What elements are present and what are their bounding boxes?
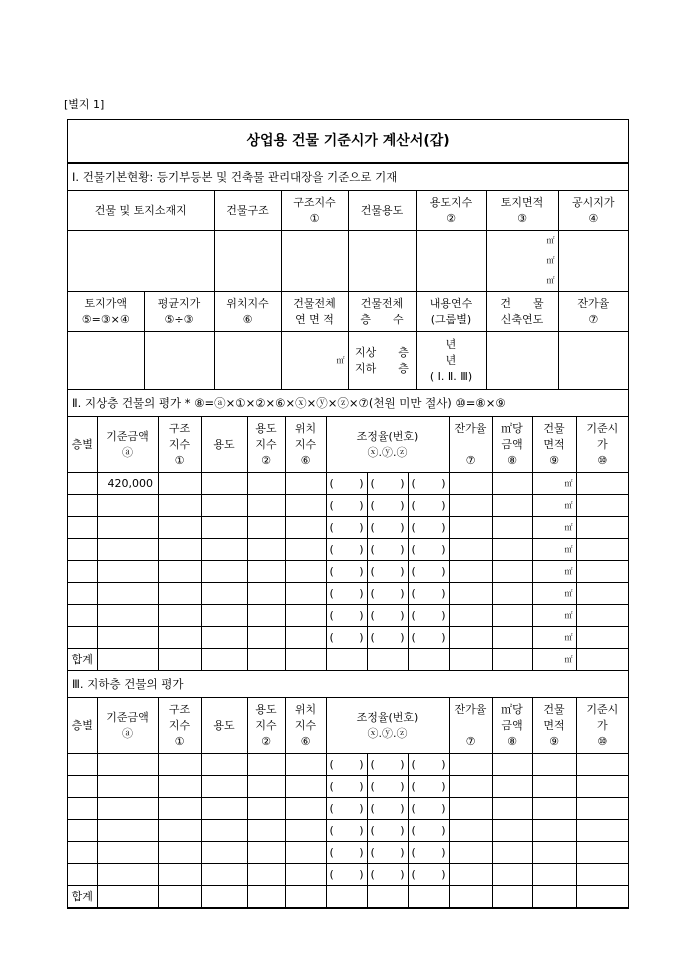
adjust-rate-cell[interactable]: ( ) xyxy=(408,754,449,776)
table-cell[interactable] xyxy=(247,495,285,517)
table-cell[interactable] xyxy=(201,495,247,517)
adjust-rate-cell[interactable]: ( ) xyxy=(408,776,449,798)
table-cell[interactable] xyxy=(158,820,201,842)
table-row xyxy=(68,776,628,798)
table-cell[interactable] xyxy=(285,561,326,583)
table-cell[interactable] xyxy=(449,886,492,908)
form xyxy=(67,119,629,909)
adjust-rate-cell[interactable]: ( ) xyxy=(408,539,449,561)
table-cell[interactable] xyxy=(247,583,285,605)
column-header: 층별 xyxy=(68,417,97,473)
table-cell[interactable] xyxy=(449,842,492,864)
base-amount-cell[interactable] xyxy=(97,539,158,561)
column-header: 잔가율 ⑦ xyxy=(449,417,492,473)
table-cell[interactable] xyxy=(285,864,326,886)
useful-life-field[interactable]: 년 년 ( Ⅰ. Ⅱ. Ⅲ) xyxy=(416,332,486,390)
table-cell[interactable] xyxy=(97,864,158,886)
table-cell[interactable] xyxy=(158,842,201,864)
area-cell[interactable]: ㎡ xyxy=(532,495,576,517)
table-cell[interactable] xyxy=(492,583,532,605)
column-header: 용도 xyxy=(201,698,247,754)
column-header: 건물 면적 ⑨ xyxy=(532,698,576,754)
column-header: 용도지수 ② xyxy=(416,191,486,231)
table-cell[interactable] xyxy=(576,886,628,908)
adjust-rate-cell[interactable]: ( ) xyxy=(326,776,367,798)
table-cell[interactable] xyxy=(449,754,492,776)
table-cell[interactable] xyxy=(158,539,201,561)
table-cell[interactable] xyxy=(576,495,628,517)
adjust-rate-cell[interactable]: ( ) xyxy=(408,583,449,605)
table-cell[interactable] xyxy=(492,886,532,908)
table-row xyxy=(68,605,628,627)
table-cell[interactable] xyxy=(68,798,97,820)
table-cell[interactable] xyxy=(201,583,247,605)
column-header: 건물용도 xyxy=(348,191,416,231)
table-cell[interactable] xyxy=(285,886,326,908)
column-header: 기준시 가 ⑩ xyxy=(576,698,628,754)
adjust-rate-cell[interactable]: ( ) xyxy=(408,864,449,886)
adjust-rate-cell[interactable]: ( ) xyxy=(367,842,408,864)
adjust-rate-cell[interactable]: ( ) xyxy=(408,495,449,517)
table-cell[interactable] xyxy=(576,842,628,864)
adjust-rate-cell[interactable]: ( ) xyxy=(408,842,449,864)
table-cell[interactable] xyxy=(285,627,326,649)
column-header: 건물전체 층 수 xyxy=(348,292,416,332)
table-cell[interactable] xyxy=(158,495,201,517)
column-header: 구조 지수 ① xyxy=(158,698,201,754)
adjust-rate-cell[interactable]: ( ) xyxy=(367,495,408,517)
section3-table xyxy=(68,671,628,908)
column-header: 토지면적 ③ xyxy=(486,191,558,231)
column-header: 건 물 신축연도 xyxy=(486,292,558,332)
table-cell[interactable] xyxy=(532,754,576,776)
table-row xyxy=(68,517,628,539)
table-cell[interactable] xyxy=(68,776,97,798)
table-cell[interactable] xyxy=(492,561,532,583)
table-cell[interactable] xyxy=(449,776,492,798)
table-cell[interactable] xyxy=(532,864,576,886)
table-cell[interactable] xyxy=(68,842,97,864)
column-header: 기준금액 ⓐ xyxy=(97,417,158,473)
residual-rate-field[interactable] xyxy=(558,332,628,390)
table-cell[interactable] xyxy=(247,776,285,798)
adjust-rate-cell[interactable]: ( ) xyxy=(408,473,449,495)
table-cell[interactable] xyxy=(201,864,247,886)
table-cell[interactable] xyxy=(247,517,285,539)
table-cell[interactable] xyxy=(449,627,492,649)
table-cell[interactable] xyxy=(247,605,285,627)
table-cell[interactable] xyxy=(201,539,247,561)
usage-index-field[interactable] xyxy=(416,231,486,292)
avg-price-field[interactable] xyxy=(144,332,214,390)
table-row xyxy=(68,473,628,495)
table-cell[interactable] xyxy=(97,649,158,671)
column-header: 층별 xyxy=(68,698,97,754)
location-index-field[interactable] xyxy=(214,332,281,390)
column-header: 잔가율 ⑦ xyxy=(449,698,492,754)
table-cell[interactable] xyxy=(68,473,97,495)
table-cell[interactable] xyxy=(492,517,532,539)
adjust-rate-cell[interactable]: ( ) xyxy=(367,820,408,842)
base-amount-cell[interactable] xyxy=(97,605,158,627)
floors-field[interactable]: 지상 층 지하 층 xyxy=(348,332,416,390)
table-cell[interactable] xyxy=(492,776,532,798)
adjust-rate-cell[interactable]: ( ) xyxy=(367,627,408,649)
table-row xyxy=(68,583,628,605)
total-row xyxy=(68,649,628,671)
column-header: 건물 및 토지소재지 xyxy=(68,191,214,231)
table-cell[interactable] xyxy=(449,517,492,539)
table-cell[interactable] xyxy=(201,776,247,798)
table-cell[interactable] xyxy=(576,820,628,842)
table-cell[interactable] xyxy=(68,820,97,842)
area-cell[interactable]: ㎡ xyxy=(532,517,576,539)
table-cell[interactable] xyxy=(492,495,532,517)
table-cell[interactable] xyxy=(449,820,492,842)
column-header: 조정율(번호) ⓧ.ⓨ.ⓩ xyxy=(326,417,449,473)
area-cell[interactable]: ㎡ xyxy=(532,539,576,561)
table-cell[interactable] xyxy=(247,886,285,908)
adjust-rate-cell[interactable]: ( ) xyxy=(408,820,449,842)
table-cell[interactable] xyxy=(247,864,285,886)
column-header: ㎡당 금액 ⑧ xyxy=(492,417,532,473)
adjust-rate-cell[interactable]: ( ) xyxy=(326,495,367,517)
table-cell[interactable] xyxy=(326,649,367,671)
table-cell[interactable] xyxy=(97,820,158,842)
table-cell[interactable] xyxy=(492,798,532,820)
adjust-rate-cell[interactable]: ( ) xyxy=(326,605,367,627)
column-header: 잔가율 ⑦ xyxy=(558,292,628,332)
table-cell[interactable] xyxy=(68,517,97,539)
total-label: 합계 xyxy=(68,886,97,908)
table-cell[interactable] xyxy=(201,820,247,842)
address-field[interactable] xyxy=(68,231,214,292)
table-cell[interactable] xyxy=(158,605,201,627)
table-row xyxy=(68,798,628,820)
table-cell[interactable] xyxy=(576,517,628,539)
table-cell[interactable] xyxy=(68,495,97,517)
table-cell[interactable] xyxy=(158,517,201,539)
column-header: 내용연수 (그룹별) xyxy=(416,292,486,332)
table-cell[interactable] xyxy=(492,627,532,649)
adjust-rate-cell[interactable]: ( ) xyxy=(408,798,449,820)
table-cell[interactable] xyxy=(158,627,201,649)
table-cell[interactable] xyxy=(285,649,326,671)
table-cell[interactable] xyxy=(576,605,628,627)
adjust-rate-cell[interactable]: ( ) xyxy=(326,842,367,864)
land-value-field[interactable] xyxy=(68,332,144,390)
column-header: 위치 지수 ⑥ xyxy=(285,417,326,473)
table-cell[interactable] xyxy=(532,842,576,864)
table-cell[interactable] xyxy=(68,561,97,583)
table-cell[interactable] xyxy=(201,473,247,495)
table-cell[interactable] xyxy=(201,798,247,820)
table-cell[interactable] xyxy=(449,539,492,561)
table-cell[interactable] xyxy=(449,473,492,495)
column-header: 구조지수 ① xyxy=(281,191,348,231)
table-cell[interactable] xyxy=(247,649,285,671)
table-cell[interactable] xyxy=(247,842,285,864)
adjust-rate-cell[interactable]: ( ) xyxy=(367,798,408,820)
table-cell[interactable] xyxy=(158,473,201,495)
area-cell[interactable]: ㎡ xyxy=(532,627,576,649)
table-cell[interactable] xyxy=(68,627,97,649)
table-cell[interactable] xyxy=(68,539,97,561)
column-header: ㎡당 금액 ⑧ xyxy=(492,698,532,754)
table-cell[interactable] xyxy=(68,605,97,627)
table-cell[interactable] xyxy=(285,605,326,627)
adjust-rate-cell[interactable]: ( ) xyxy=(326,754,367,776)
table-cell[interactable] xyxy=(449,864,492,886)
table-row xyxy=(68,754,628,776)
adjust-rate-cell[interactable]: ( ) xyxy=(326,561,367,583)
table-cell[interactable] xyxy=(201,886,247,908)
adjust-rate-cell[interactable]: ( ) xyxy=(367,754,408,776)
base-amount-cell[interactable] xyxy=(97,583,158,605)
table-cell[interactable] xyxy=(492,605,532,627)
column-header: 토지가액 ⑤=③×④ xyxy=(68,292,144,332)
table-cell[interactable] xyxy=(449,798,492,820)
table-cell[interactable] xyxy=(532,886,576,908)
adjust-rate-cell[interactable]: ( ) xyxy=(326,627,367,649)
table-cell[interactable] xyxy=(576,539,628,561)
table-cell[interactable] xyxy=(158,583,201,605)
table-cell[interactable] xyxy=(285,842,326,864)
adjust-rate-cell[interactable]: ( ) xyxy=(408,561,449,583)
structure-field[interactable] xyxy=(214,231,281,292)
table-cell[interactable] xyxy=(408,886,449,908)
section3-heading: Ⅲ. 지하층 건물의 평가 xyxy=(68,671,628,698)
table-row xyxy=(68,842,628,864)
adjust-rate-cell[interactable]: ( ) xyxy=(367,561,408,583)
table-cell[interactable] xyxy=(97,754,158,776)
adjust-rate-cell[interactable]: ( ) xyxy=(367,776,408,798)
table-cell[interactable] xyxy=(68,583,97,605)
column-header: 기준금액 ⓐ xyxy=(97,698,158,754)
adjust-rate-cell[interactable]: ( ) xyxy=(408,605,449,627)
table-cell[interactable] xyxy=(158,798,201,820)
column-header: 공시지가 ④ xyxy=(558,191,628,231)
table-cell[interactable] xyxy=(492,649,532,671)
table-cell[interactable] xyxy=(201,561,247,583)
table-cell[interactable] xyxy=(158,754,201,776)
section2-heading: Ⅱ. 지상층 건물의 평가 * ⑧=ⓐ×①×②×⑥×ⓧ×ⓨ×ⓩ×⑦(천원 미만 절사) ⑩=⑧×⑨ xyxy=(68,390,628,417)
table-cell[interactable] xyxy=(492,842,532,864)
table-cell[interactable] xyxy=(492,539,532,561)
area-cell[interactable]: ㎡ xyxy=(532,561,576,583)
table-cell[interactable] xyxy=(97,886,158,908)
table-row xyxy=(68,539,628,561)
table-cell[interactable] xyxy=(285,539,326,561)
table-cell[interactable] xyxy=(492,754,532,776)
table-cell[interactable] xyxy=(158,864,201,886)
table-cell[interactable] xyxy=(449,649,492,671)
construction-year-field[interactable] xyxy=(486,332,558,390)
table-cell[interactable] xyxy=(285,798,326,820)
table-cell[interactable] xyxy=(285,820,326,842)
table-cell[interactable] xyxy=(247,561,285,583)
base-amount-cell[interactable]: 420,000 xyxy=(97,473,158,495)
base-amount-cell[interactable] xyxy=(97,495,158,517)
table-cell[interactable] xyxy=(449,605,492,627)
table-cell[interactable] xyxy=(449,561,492,583)
table-cell[interactable] xyxy=(68,864,97,886)
area-cell[interactable]: ㎡ xyxy=(532,473,576,495)
table-row xyxy=(68,561,628,583)
table-cell[interactable] xyxy=(97,798,158,820)
table-cell[interactable] xyxy=(367,649,408,671)
table-cell[interactable] xyxy=(247,627,285,649)
column-header: 조정율(번호) ⓧ.ⓨ.ⓩ xyxy=(326,698,449,754)
area-cell[interactable]: ㎡ xyxy=(532,649,576,671)
table-cell[interactable] xyxy=(97,776,158,798)
usage-field[interactable] xyxy=(348,231,416,292)
table-cell[interactable] xyxy=(576,627,628,649)
table-cell[interactable] xyxy=(201,754,247,776)
table-cell[interactable] xyxy=(449,583,492,605)
column-header: 건물전체 연 면 적 xyxy=(281,292,348,332)
adjust-rate-cell[interactable]: ( ) xyxy=(326,473,367,495)
adjust-rate-cell[interactable]: ( ) xyxy=(367,605,408,627)
table-cell[interactable] xyxy=(532,798,576,820)
section2-table xyxy=(68,390,628,671)
table-cell[interactable] xyxy=(285,776,326,798)
adjust-rate-cell[interactable]: ( ) xyxy=(326,517,367,539)
public-price-field[interactable] xyxy=(558,231,628,292)
form-title: 상업용 건물 기준시가 계산서(갑) xyxy=(68,120,628,163)
column-header: 건물구조 xyxy=(214,191,281,231)
table-cell[interactable] xyxy=(576,754,628,776)
table-cell[interactable] xyxy=(247,754,285,776)
column-header: 위치지수 ⑥ xyxy=(214,292,281,332)
adjust-rate-cell[interactable]: ( ) xyxy=(367,517,408,539)
table-cell[interactable] xyxy=(576,798,628,820)
adjust-rate-cell[interactable]: ( ) xyxy=(326,583,367,605)
table-row xyxy=(68,495,628,517)
area-cell[interactable]: ㎡ xyxy=(532,605,576,627)
land-area-field[interactable]: ㎡ ㎡ ㎡ xyxy=(486,231,558,292)
table-cell[interactable] xyxy=(247,820,285,842)
table-cell[interactable] xyxy=(247,473,285,495)
column-header: 용도 지수 ② xyxy=(247,698,285,754)
adjust-rate-cell[interactable]: ( ) xyxy=(408,627,449,649)
column-header: 건물 면적 ⑨ xyxy=(532,417,576,473)
table-row xyxy=(68,820,628,842)
attachment-label: [별지 1] xyxy=(64,98,105,111)
table-cell[interactable] xyxy=(576,649,628,671)
table-cell[interactable] xyxy=(158,561,201,583)
column-header: 기준시 가 ⑩ xyxy=(576,417,628,473)
table-cell[interactable] xyxy=(247,798,285,820)
table-row xyxy=(68,627,628,649)
total-row xyxy=(68,886,628,908)
adjust-rate-cell[interactable]: ( ) xyxy=(326,539,367,561)
column-header: 구조 지수 ① xyxy=(158,417,201,473)
table-cell[interactable] xyxy=(158,776,201,798)
table-cell[interactable] xyxy=(285,754,326,776)
adjust-rate-cell[interactable]: ( ) xyxy=(408,517,449,539)
table-cell[interactable] xyxy=(532,820,576,842)
column-header: 용도 xyxy=(201,417,247,473)
table-cell[interactable] xyxy=(326,886,367,908)
table-cell[interactable] xyxy=(576,864,628,886)
adjust-rate-cell[interactable]: ( ) xyxy=(367,583,408,605)
table-cell[interactable] xyxy=(285,495,326,517)
area-cell[interactable]: ㎡ xyxy=(532,583,576,605)
table-cell[interactable] xyxy=(576,561,628,583)
table-cell[interactable] xyxy=(158,886,201,908)
total-floor-area-field[interactable]: ㎡ xyxy=(281,332,348,390)
adjust-rate-cell[interactable]: ( ) xyxy=(326,820,367,842)
table-cell[interactable] xyxy=(367,886,408,908)
table-cell[interactable] xyxy=(201,649,247,671)
table-cell[interactable] xyxy=(97,842,158,864)
table-cell[interactable] xyxy=(492,864,532,886)
column-header: 평균지가 ⑤÷③ xyxy=(144,292,214,332)
table-cell[interactable] xyxy=(201,842,247,864)
table-cell[interactable] xyxy=(532,776,576,798)
table-cell[interactable] xyxy=(201,627,247,649)
table-cell[interactable] xyxy=(68,754,97,776)
base-amount-cell[interactable] xyxy=(97,517,158,539)
total-label: 합계 xyxy=(68,649,97,671)
adjust-rate-cell[interactable]: ( ) xyxy=(326,798,367,820)
base-amount-cell[interactable] xyxy=(97,561,158,583)
table-cell[interactable] xyxy=(247,539,285,561)
table-cell[interactable] xyxy=(158,649,201,671)
table-cell[interactable] xyxy=(201,605,247,627)
adjust-rate-cell[interactable]: ( ) xyxy=(326,864,367,886)
table-cell[interactable] xyxy=(408,649,449,671)
structure-index-field[interactable] xyxy=(281,231,348,292)
adjust-rate-cell[interactable]: ( ) xyxy=(367,539,408,561)
base-amount-cell[interactable] xyxy=(97,627,158,649)
section1-table xyxy=(68,120,628,390)
table-cell[interactable] xyxy=(449,495,492,517)
table-cell[interactable] xyxy=(492,820,532,842)
adjust-rate-cell[interactable]: ( ) xyxy=(367,473,408,495)
table-cell[interactable] xyxy=(492,473,532,495)
table-cell[interactable] xyxy=(576,776,628,798)
table-cell[interactable] xyxy=(285,583,326,605)
table-cell[interactable] xyxy=(576,473,628,495)
table-cell[interactable] xyxy=(201,517,247,539)
table-cell[interactable] xyxy=(576,583,628,605)
adjust-rate-cell[interactable]: ( ) xyxy=(367,864,408,886)
table-cell[interactable] xyxy=(285,473,326,495)
section1-heading: Ⅰ. 건물기본현황: 등기부등본 및 건축물 관리대장을 기준으로 기재 xyxy=(68,163,628,191)
column-header: 위치 지수 ⑥ xyxy=(285,698,326,754)
table-cell[interactable] xyxy=(285,517,326,539)
table-row xyxy=(68,864,628,886)
column-header: 용도 지수 ② xyxy=(247,417,285,473)
